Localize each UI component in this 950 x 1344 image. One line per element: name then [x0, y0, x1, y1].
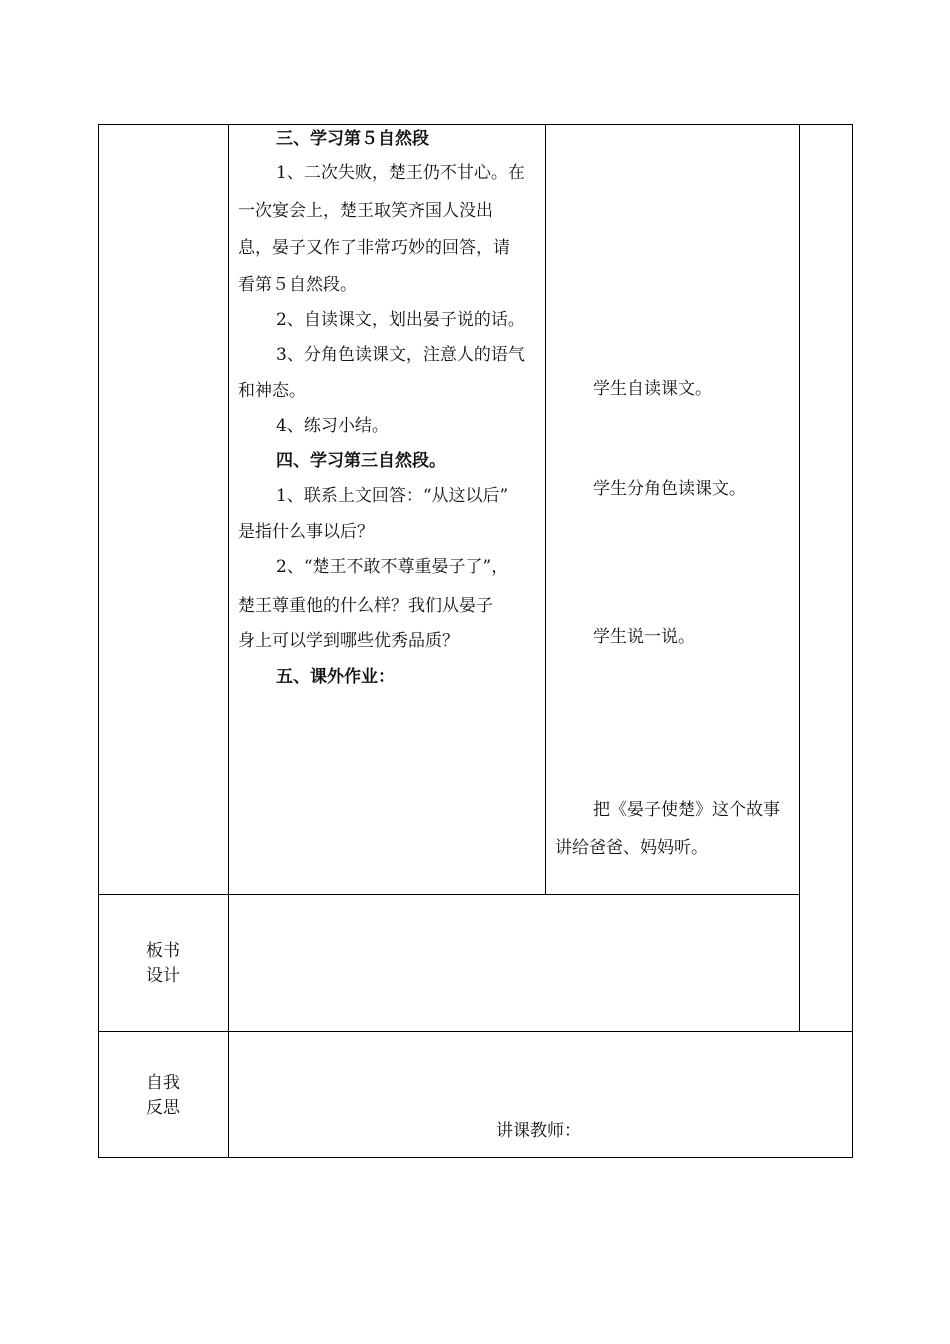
table-border-right: [852, 124, 853, 1158]
column-divider-3: [799, 124, 800, 1032]
paragraph-line: 身上可以学到哪些优秀品质？: [238, 631, 459, 651]
label-line: 自我: [146, 1073, 180, 1093]
paragraph-line: 1、二次失败，楚王仍不甘心。在: [276, 163, 525, 183]
table-border-top: [98, 124, 853, 125]
column-divider-1: [228, 124, 229, 1158]
paragraph-line: 1、联系上文回答：“从这以后”: [276, 486, 509, 506]
paragraph-line: 2、“楚王不敢不尊重晏子了”，: [276, 557, 509, 577]
paragraph-line: 和神态。: [238, 381, 306, 401]
row-divider-reflection: [98, 1031, 853, 1032]
student-activity: 把《晏子使楚》这个故事: [593, 800, 780, 820]
paragraph-line: 一次宴会上，楚王取笑齐国人没出: [238, 201, 493, 221]
student-activity: 学生说一说。: [593, 627, 695, 647]
teacher-field: 讲课教师：: [496, 1121, 581, 1141]
paragraph-line: 2、自读课文，划出晏子说的话。: [276, 310, 525, 330]
table-border-left: [98, 124, 99, 1158]
student-activity: 学生分角色读课文。: [593, 479, 746, 499]
paragraph-line: 息，晏子又作了非常巧妙的回答，请: [238, 238, 510, 258]
student-activity: 讲给爸爸、妈妈听。: [555, 838, 708, 858]
paragraph-line: 3、分角色读课文，注意人的语气: [276, 345, 525, 365]
section-heading-5: 五、课外作业：: [276, 667, 395, 687]
column-divider-2: [545, 124, 546, 895]
section-heading-4: 四、学习第三自然段。: [276, 451, 446, 471]
reflection-label: [143, 1071, 183, 1121]
section-heading-3: 三、学习第５自然段: [276, 129, 429, 149]
paragraph-line: 是指什么事以后？: [238, 522, 374, 542]
label-line: 反思: [146, 1098, 180, 1118]
table-border-bottom: [98, 1157, 853, 1158]
paragraph-line: 4、练习小结。: [276, 416, 389, 436]
student-activity: 学生自读课文。: [593, 379, 712, 399]
label-line: 设计: [146, 966, 180, 986]
paragraph-line: 看第５自然段。: [238, 275, 357, 295]
label-line: 板书: [146, 941, 180, 961]
paragraph-line: 楚王尊重他的什么样？我们从晏子: [238, 596, 493, 616]
row-divider-board: [98, 894, 800, 895]
board-design-label: [143, 939, 183, 989]
